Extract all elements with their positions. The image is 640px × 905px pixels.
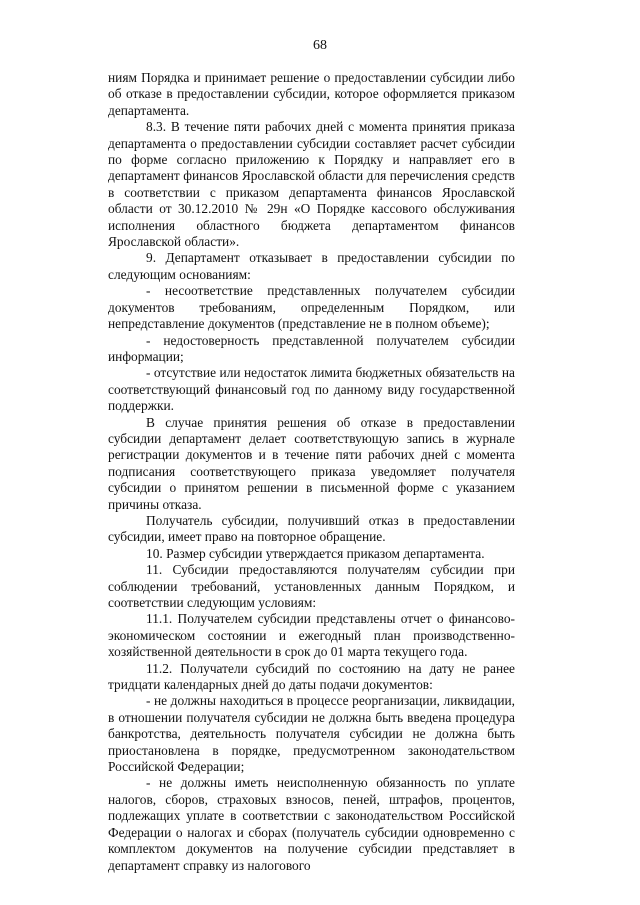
paragraph-9: 9. Департамент отказывает в предоставлении субсидии по следующим основаниям: xyxy=(108,250,515,282)
list-item-refusal-reason-1: - несоответствие представленных получателем субсидии документов требованиям, определенным Порядком, или непредставление документов (представление не в полном объеме); xyxy=(108,283,515,332)
list-item-condition-1: - не должны находиться в процессе реорганизации, ликвидации, в отношении получателя субсидии не должна быть введена процедура банкротства, деятельность получателя субсидии не должна быть приостановлена в порядке, предусмотренном законодательством Российской Федерации; xyxy=(108,693,515,775)
paragraph-8-3: 8.3. В течение пяти рабочих дней с момента принятия приказа департамента о предоставлении субсидии составляет расчет субсидии по форме согласно приложению к Порядку и направляет его в департамент финансов Ярославской области для перечисления средств в соответствии с приказом департамента финансов Ярославской области от 30.12.2010 № 29н «О Порядке кассового обслуживания исполнения областного бюджета департаментом финансов Ярославской области». xyxy=(108,119,515,250)
paragraph-refusal-procedure: В случае принятия решения об отказе в предоставлении субсидии департамент делает соответствующую запись в журнале регистрации документов и в течение пяти рабочих дней с момента подписания соответствующего приказа уведомляет получателя субсидии о принятом решении в письменной форме с указанием причины отказа. xyxy=(108,414,515,512)
page-number: 68 xyxy=(313,38,327,53)
list-item-refusal-reason-2: - недостоверность представленной получателем субсидии информации; xyxy=(108,332,515,364)
list-item-condition-2: - не должны иметь неисполненную обязанность по уплате налогов, сборов, страховых взносов, пеней, штрафов, процентов, подлежащих уплате в соответствии с законодательством Российской Федерации о налогах и сборах (получатель субсидии одновременно с комплектом документов на получение субсидии представляет в департамент справку из налогового xyxy=(108,775,515,873)
paragraph-11-1: 11.1. Получателем субсидии представлены отчет о финансово-экономическом состоянии и ежегодный план производственно-хозяйственной деятельности в срок до 01 марта текущего года. xyxy=(108,611,515,660)
document-body xyxy=(108,70,515,874)
paragraph-repeat-application: Получатель субсидии, получивший отказ в предоставлении субсидии, имеет право на повторное обращение. xyxy=(108,512,515,545)
list-item-refusal-reason-3: - отсутствие или недостаток лимита бюджетных обязательств на соответствующий финансовый год по данному виду государственной поддержки. xyxy=(108,365,515,414)
paragraph-11: 11. Субсидии предоставляются получателям субсидии при соблюдении требований, установленных данным Порядком, и соответствии следующим условиям: xyxy=(108,562,515,610)
paragraph-11-2: 11.2. Получатели субсидий по состоянию на дату не ранее тридцати календарных дней до даты подачи документов: xyxy=(108,660,515,693)
paragraph-continuation: ниям Порядка и принимает решение о предоставлении субсидии либо об отказе в предоставлении субсидии, которое оформляется приказом департамента. xyxy=(108,70,515,118)
paragraph-10: 10. Размер субсидии утверждается приказом департамента. xyxy=(146,545,485,561)
